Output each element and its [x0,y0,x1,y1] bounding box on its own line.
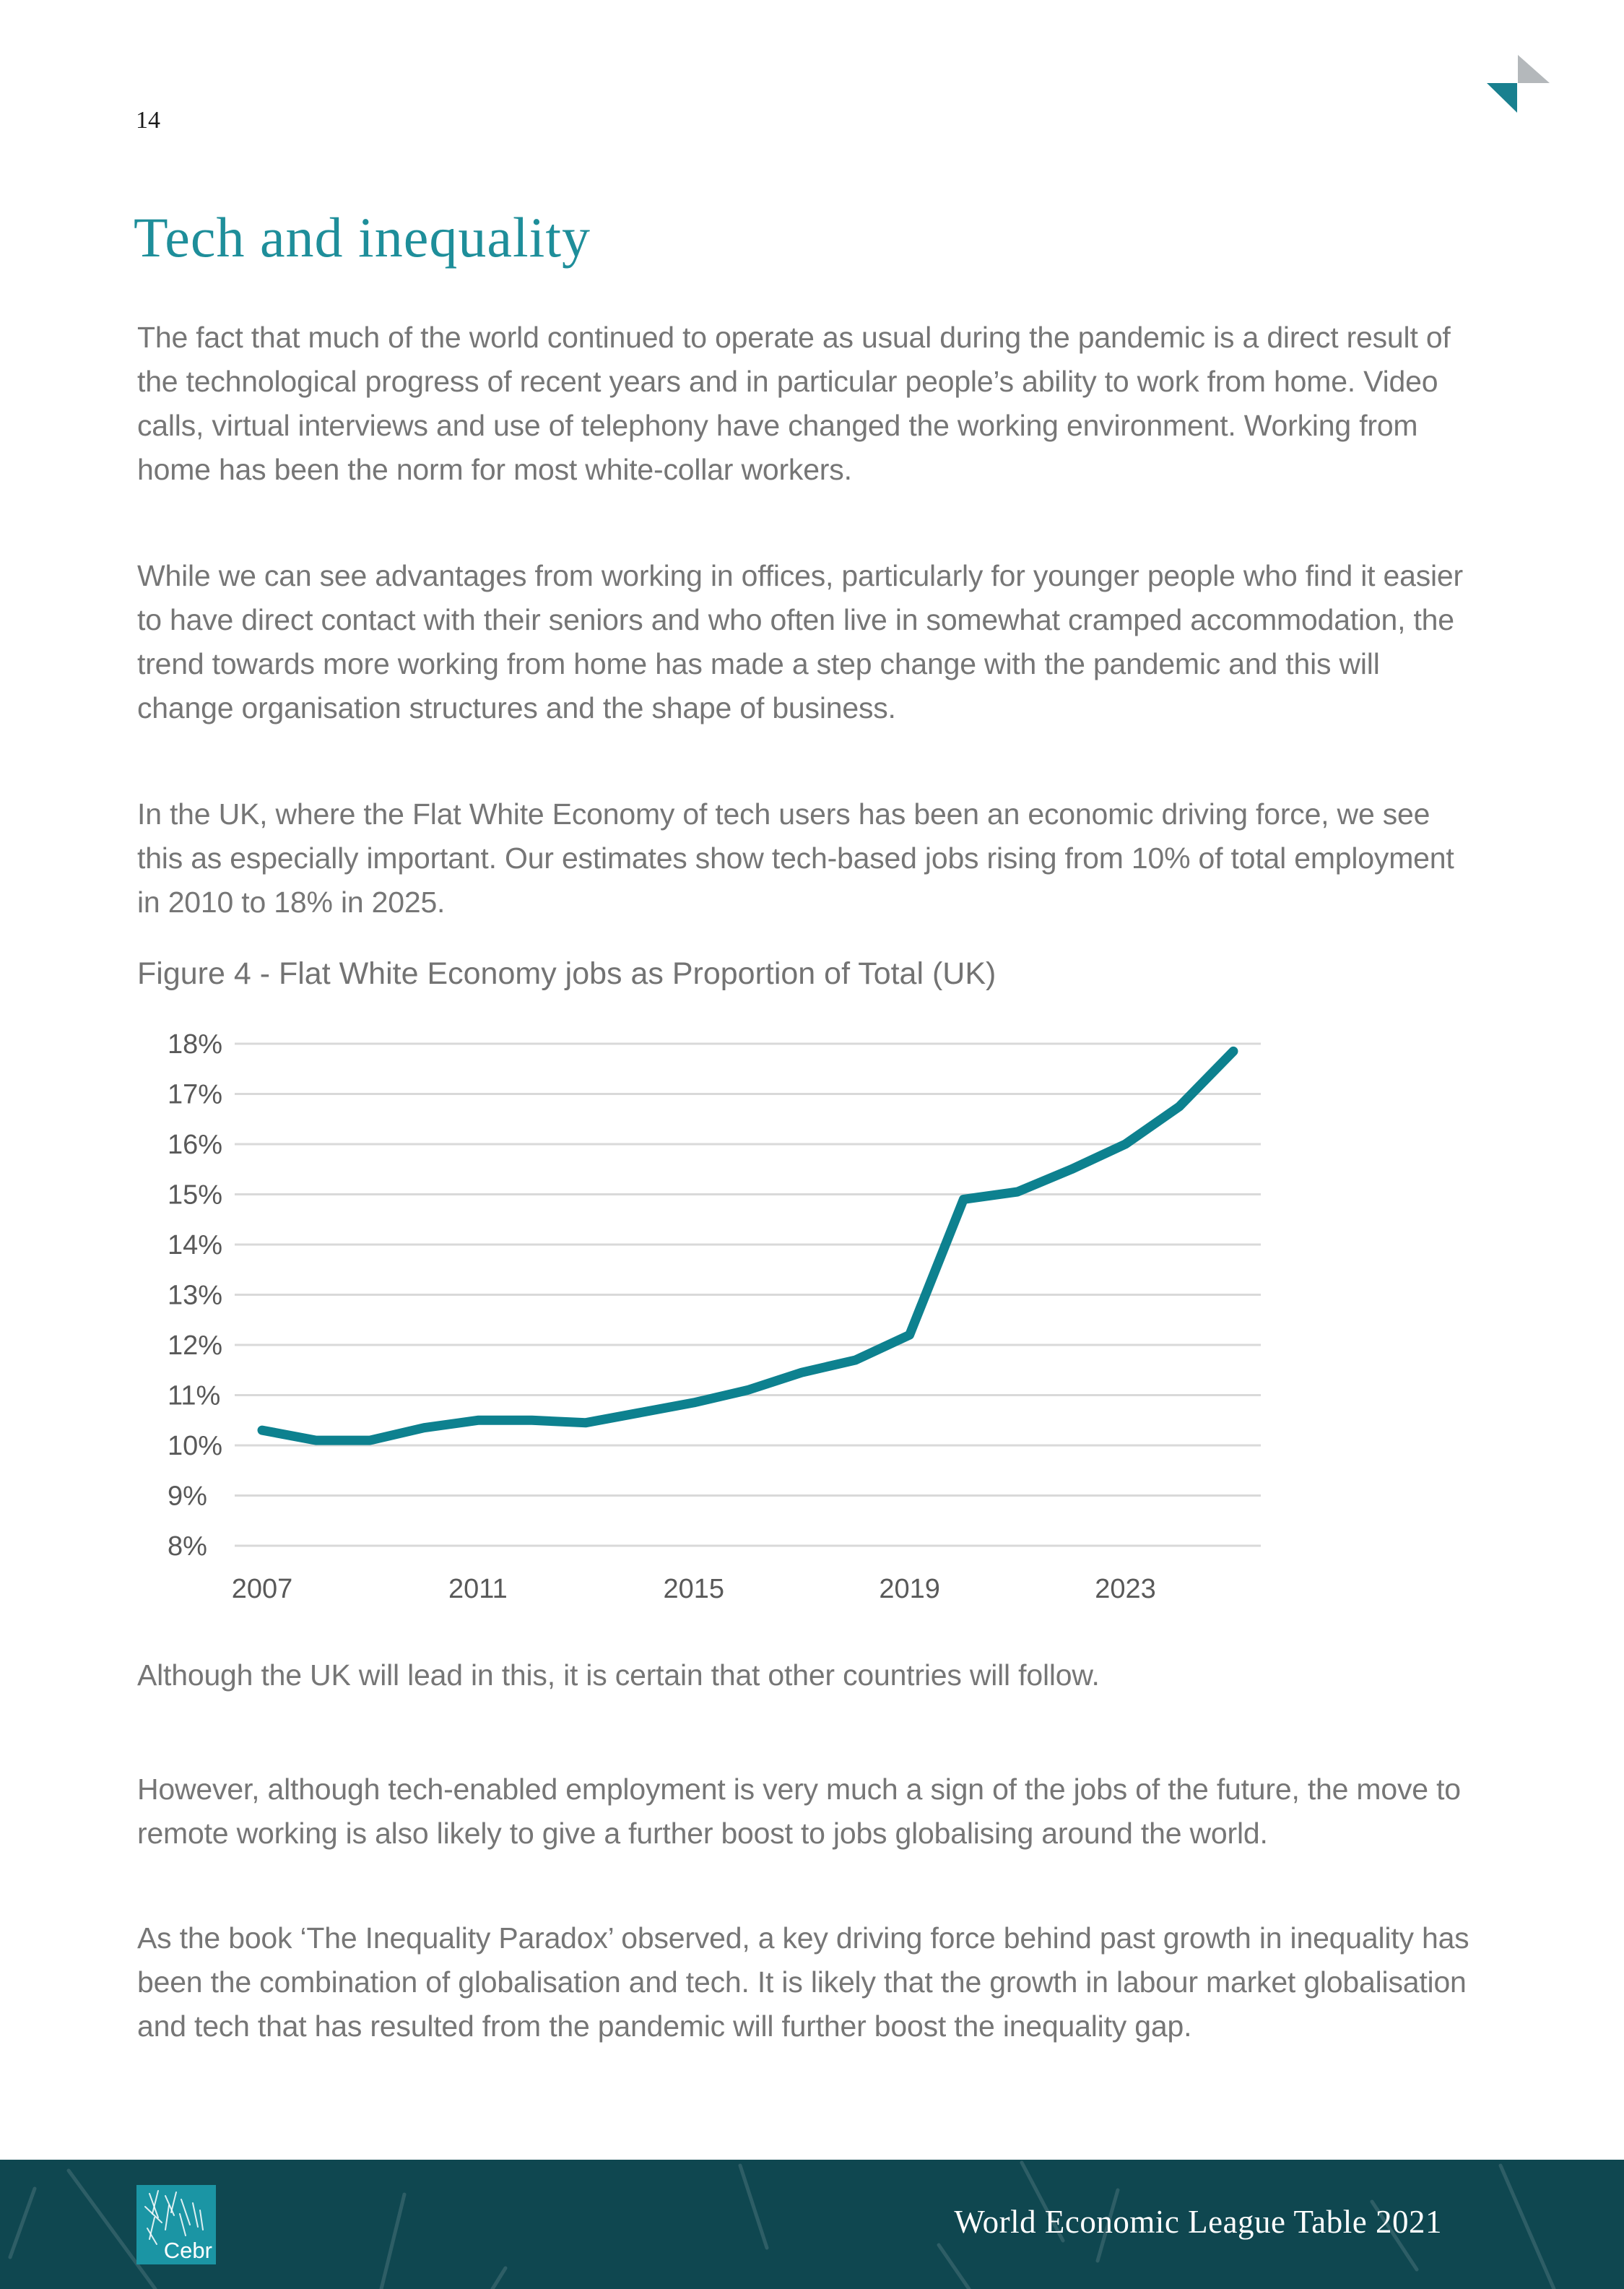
pinwheel-gray-triangle [1518,55,1550,83]
paragraph-offices-wfh: While we can see advantages from working in offices, particularly for younger people who find it easier to have direct contact with their seniors and who often live in somewhat cramped accommodation, the trend towards more working from home has made a step change with the pandemic and this will change organisation structures and the shape of business. [137,559,1463,724]
chart-y-tick-label: 10% [168,1431,223,1461]
chart-y-tick-label: 18% [168,1029,223,1060]
chart-y-tick-label: 16% [168,1130,223,1160]
chart-canvas [166,1020,1300,1621]
chart-series-line [262,1051,1233,1440]
paragraph-flat-white-economy: In the UK, where the Flat White Economy of tech users has been an economic driving force, we see this as especially important. Our estimates show tech-based jobs rising from 10% of total employment in 2010 to 18% in 2025. [137,797,1454,919]
pinwheel-teal-triangle [1487,83,1517,113]
chart-y-tick-label: 13% [168,1280,223,1311]
paragraph-inequality-paradox: As the book ‘The Inequality Paradox’ observed, a key driving force behind past growth in inequality has been the combination of globalisation and tech. It is likely that the growth in labour market globalisation and tech that has resulted from the pandemic will further boost the inequality gap. [137,1921,1469,2043]
figure4-line-chart [166,1020,1300,1621]
footer-title: World Economic League Table 2021 [954,2204,1442,2240]
cebr-logo [136,2185,216,2264]
chart-y-tick-label: 8% [168,1531,207,1562]
chart-x-tick-label: 2019 [879,1574,940,1604]
figure-caption: Figure 4 - Flat White Economy jobs as Proportion of Total (UK) [137,956,996,991]
paragraph-pandemic-tech: The fact that much of the world continued to operate as usual during the pandemic is a direct result of the technological progress of recent years and in particular people’s ability to work from home. Video calls, virtual interviews and use of telephony have changed the working environment. Working from home has been the norm for most white-collar workers. [137,321,1451,486]
chart-x-tick-label: 2015 [663,1574,725,1604]
cebr-pinwheel-icon [1486,53,1551,114]
chart-y-tick-label: 14% [168,1230,223,1260]
chart-y-tick-label: 9% [168,1481,207,1512]
chart-x-tick-label: 2007 [231,1574,293,1604]
chart-y-tick-label: 17% [168,1079,223,1110]
page-number: 14 [136,107,160,134]
cebr-logo-label: Cebr [163,2238,212,2263]
page-title: Tech and inequality [134,206,591,269]
chart-y-tick-label: 15% [168,1180,223,1211]
paragraph-uk-lead: Although the UK will lead in this, it is certain that other countries will follow. [137,1658,1100,1692]
footer-band [0,2160,1624,2289]
chart-x-tick-label: 2023 [1095,1574,1156,1604]
chart-y-tick-label: 11% [168,1380,221,1411]
paragraph-remote-globalising: However, although tech-enabled employment is very much a sign of the jobs of the future, the move to remote working is also likely to give a further boost to jobs globalising around the world. [137,1773,1461,1850]
chart-x-tick-label: 2011 [448,1574,508,1604]
chart-y-tick-label: 12% [168,1330,223,1361]
